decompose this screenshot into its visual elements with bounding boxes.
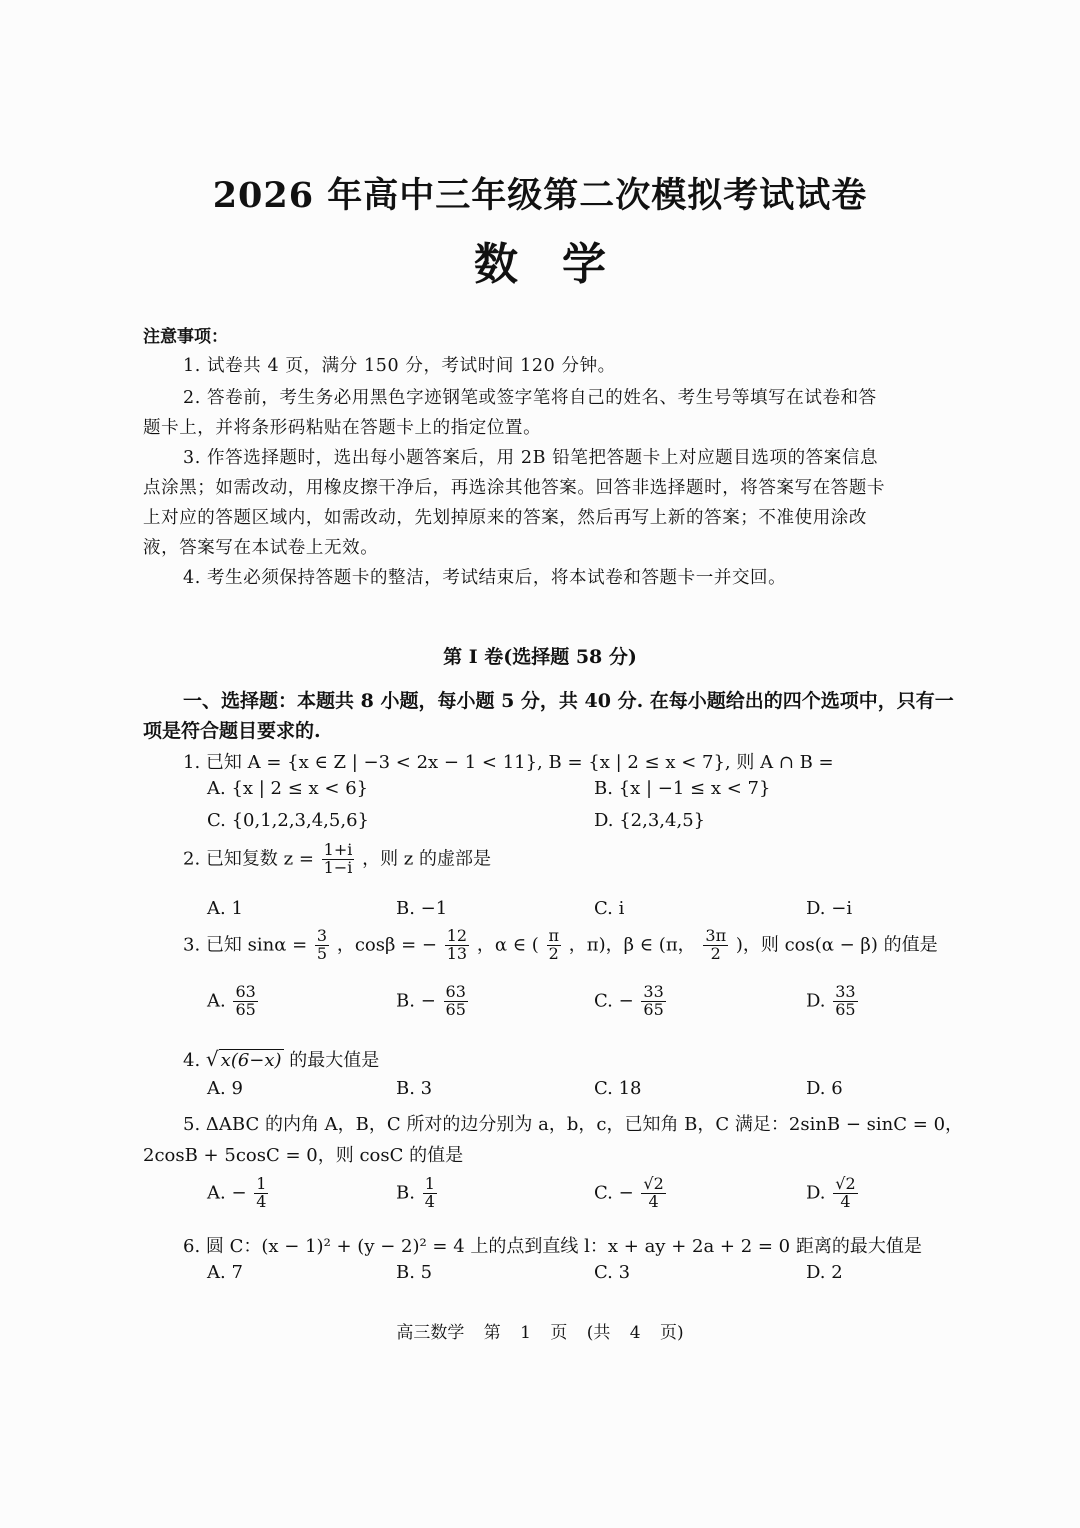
question-4-stem	[183, 1046, 379, 1072]
question-3-option-b	[396, 984, 470, 1019]
question-5-option-b	[396, 1176, 439, 1211]
question-5-option-a	[207, 1176, 270, 1211]
question-3-fraction-3	[547, 928, 562, 963]
question-3-fraction-2	[445, 928, 469, 963]
option-label: C.	[594, 990, 613, 1012]
fraction-denominator: 65	[445, 999, 466, 1019]
question-4-option-d: D. 6	[806, 1078, 843, 1099]
option-label: A.	[207, 990, 226, 1012]
option-label: A.	[207, 1182, 226, 1204]
exam-title: 2026 年高中三年级第二次模拟考试试卷	[212, 175, 868, 216]
question-3-option-d	[806, 984, 860, 1019]
question-6-option-a: A. 7	[207, 1262, 243, 1283]
radicand: x(6−x)	[220, 1050, 282, 1071]
part-heading-cont: 项是符合题目要求的.	[143, 720, 321, 742]
question-1-option-b: B. {x | −1 ≤ x < 7}	[594, 778, 771, 799]
option-label: B.	[396, 1182, 415, 1204]
question-4-stem-post: 的最大值是	[289, 1050, 380, 1071]
radical-sign: √	[205, 1047, 219, 1071]
fraction-denominator: 4	[648, 1191, 659, 1211]
question-5-option-d	[806, 1176, 860, 1211]
question-2-option-a: A. 1	[207, 898, 243, 919]
question-3-fraction-1	[315, 928, 329, 963]
question-4-option-a: A. 9	[207, 1078, 243, 1099]
question-6-option-c: C. 3	[594, 1262, 631, 1283]
notice-line: 1. 试卷共 4 页，满分 150 分，考试时间 120 分钟。	[183, 356, 616, 376]
fraction-numerator: 33	[643, 982, 664, 1001]
question-1-option-a: A. {x | 2 ≤ x < 6}	[207, 778, 369, 799]
fraction-denominator: 4	[840, 1191, 851, 1211]
option-sign: −	[618, 1182, 634, 1204]
fraction-numerator: 33	[835, 982, 856, 1001]
fraction-denominator: 65	[235, 999, 256, 1019]
fraction-numerator: 12	[446, 926, 468, 945]
fraction-denominator: 2	[710, 943, 721, 963]
question-3-option-a	[207, 984, 260, 1019]
question-6-option-d: D. 2	[806, 1262, 843, 1283]
subject-title: 数学	[474, 239, 650, 290]
question-2-fraction	[322, 842, 355, 877]
part-heading: 一、选择题：本题共 8 小题，每小题 5 分，共 40 分. 在每小题给出的四个选项中，只有一	[183, 690, 954, 712]
fraction-denominator: 1−i	[323, 857, 353, 877]
page-footer: 高三数学 第 1 页 (共 4 页)	[396, 1323, 684, 1343]
question-6-option-b: B. 5	[396, 1262, 433, 1283]
fraction-denominator: 65	[643, 999, 664, 1019]
fraction-numerator: 1	[256, 1174, 267, 1193]
question-4-number: 4.	[183, 1050, 201, 1071]
fraction-numerator: 3π	[705, 926, 727, 945]
fraction-denominator: 4	[424, 1191, 435, 1211]
fraction-denominator: 13	[446, 943, 468, 963]
notice-line: 题卡上，并将条形码粘贴在答题卡上的指定位置。	[143, 418, 542, 438]
question-2-option-d: D. −i	[806, 898, 853, 919]
option-label: D.	[806, 1182, 826, 1204]
question-2-stem	[183, 842, 491, 877]
fraction-numerator: 1	[424, 1174, 435, 1193]
option-label: C.	[594, 1182, 613, 1204]
question-3-stem	[183, 928, 938, 963]
question-3-stem-c: ，α ∈ (	[476, 934, 539, 956]
question-3-stem-a: 3. 已知 sinα =	[183, 934, 308, 956]
option-sign: −	[231, 1182, 247, 1204]
question-3-stem-e: )，则 cos(α − β) 的值是	[735, 934, 938, 956]
notice-line: 点涂黑；如需改动，用橡皮擦干净后，再选涂其他答案。回答非选择题时，将答案写在答题卡	[143, 478, 886, 498]
question-2-stem-pre: 2. 已知复数 z =	[183, 848, 314, 870]
question-1-option-d: D. {2,3,4,5}	[594, 810, 706, 831]
notice-line: 上对应的答题区域内，如需改动，先划掉原来的答案，然后再写上新的答案；不准使用涂改	[143, 508, 867, 528]
option-sign: −	[420, 990, 436, 1012]
question-4-option-b: B. 3	[396, 1078, 433, 1099]
fraction-numerator: √2	[643, 1174, 664, 1193]
section-title: 第 I 卷(选择题 58 分)	[443, 646, 637, 668]
fraction-numerator: π	[548, 926, 560, 945]
fraction-numerator: 1+i	[323, 840, 353, 859]
question-5-stem-cont: 2cosB + 5cosC = 0，则 cosC 的值是	[143, 1145, 464, 1166]
question-3-stem-b: ，cosβ = −	[336, 934, 437, 956]
square-root	[206, 1049, 284, 1071]
fraction-numerator: 63	[235, 982, 256, 1001]
fraction-denominator: 4	[256, 1191, 267, 1211]
fraction-numerator: √2	[835, 1174, 856, 1193]
notice-line: 3. 作答选择题时，选出每小题答案后，用 2B 铅笔把答题卡上对应题目选项的答案信息	[183, 448, 879, 468]
question-2-option-b: B. −1	[396, 898, 448, 919]
question-1-stem: 1. 已知 A = {x ∈ Z | −3 < 2x − 1 < 11}, B = {x | 2 ≤ x < 7}, 则 A ∩ B =	[183, 752, 834, 773]
fraction-denominator: 65	[835, 999, 856, 1019]
option-sign: −	[618, 990, 634, 1012]
notice-heading: 注意事项：	[143, 327, 228, 347]
notice-line: 液，答案写在本试卷上无效。	[143, 538, 379, 558]
notice-line: 4. 考生必须保持答题卡的整洁，考试结束后，将本试卷和答题卡一并交回。	[183, 568, 787, 588]
question-3-fraction-4	[703, 928, 728, 963]
fraction-denominator: 2	[548, 943, 559, 963]
fraction-denominator: 5	[316, 943, 328, 963]
question-1-option-c: C. {0,1,2,3,4,5,6}	[207, 810, 369, 831]
question-5-option-c	[594, 1176, 668, 1211]
question-3-stem-d: ，π)，β ∈ (π，	[568, 934, 696, 956]
question-3-option-c	[594, 984, 668, 1019]
question-2-option-c: C. i	[594, 898, 625, 919]
question-6-stem: 6. 圆 C：(x − 1)² + (y − 2)² = 4 上的点到直线 l：x + ay + 2a + 2 = 0 距离的最大值是	[183, 1236, 922, 1257]
notice-line: 2. 答卷前，考生务必用黑色字迹钢笔或签字笔将自己的姓名、考生号等填写在试卷和答	[183, 388, 877, 408]
fraction-numerator: 63	[445, 982, 466, 1001]
question-4-option-c: C. 18	[594, 1078, 642, 1099]
fraction-numerator: 3	[316, 926, 328, 945]
question-5-stem: 5. ΔABC 的内角 A，B，C 所对的边分别为 a，b，c，已知角 B，C 满足：2sinB − sinC = 0，	[183, 1114, 964, 1135]
option-label: D.	[806, 990, 826, 1012]
question-2-stem-post: ，则 z 的虚部是	[362, 848, 492, 870]
option-label: B.	[396, 990, 415, 1012]
